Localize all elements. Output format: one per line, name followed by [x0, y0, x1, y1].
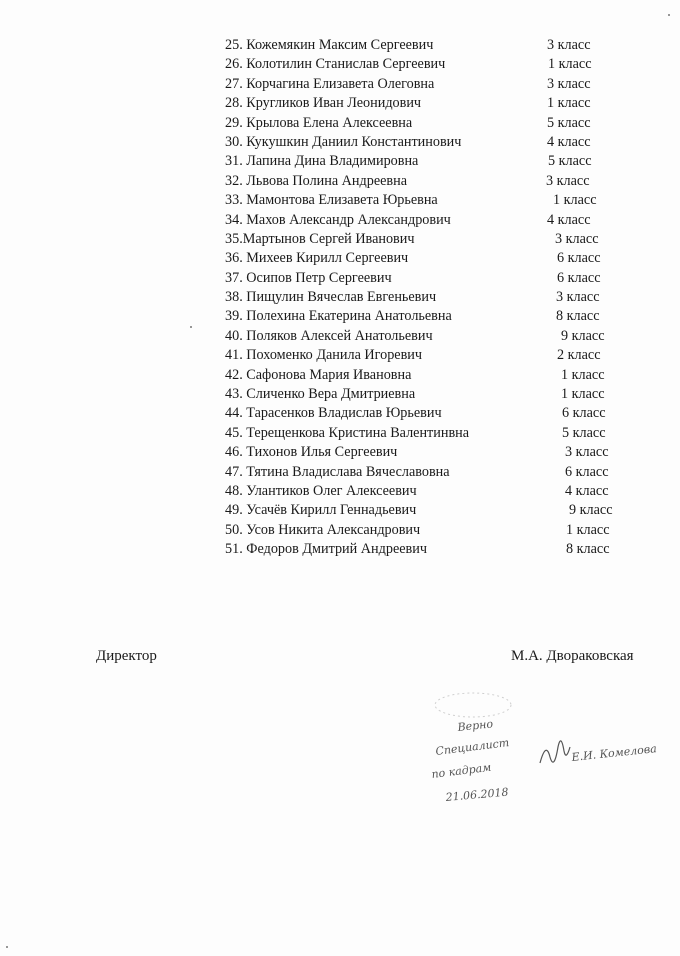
student-row [0, 366, 680, 385]
student-row [0, 172, 680, 191]
stamp-smudge [435, 693, 511, 717]
student-list [0, 36, 680, 560]
student-name: 36. Михеев Кирилл Сергеевич [225, 250, 409, 267]
student-grade: 3 класс [547, 37, 591, 53]
scan-speck [668, 14, 670, 16]
student-row [0, 346, 680, 365]
student-grade: 2 класс [557, 347, 601, 364]
student-name: 50. Усов Никита Александрович [225, 521, 421, 538]
student-row [0, 249, 680, 268]
student-name: 34. Махов Александр Александрович [225, 211, 451, 228]
student-grade: 1 класс [566, 521, 610, 538]
student-grade: 3 класс [555, 230, 599, 247]
student-row [0, 501, 680, 520]
student-row [0, 288, 680, 307]
scan-speck [190, 326, 192, 328]
student-name: 27. Корчагина Елизавета Олеговна [225, 75, 435, 92]
student-grade: 3 класс [546, 172, 590, 189]
student-grade: 8 класс [566, 541, 610, 558]
student-name: 25. Кожемякин Максим Сергеевич [225, 37, 434, 53]
student-name: 31. Лапина Дина Владимировна [225, 153, 419, 170]
student-grade: 4 класс [565, 482, 609, 499]
student-grade: 1 класс [548, 56, 592, 73]
student-name: 49. Усачёв Кирилл Геннадьевич [225, 502, 417, 519]
student-name: 43. Сличенко Вера Дмитриевна [225, 386, 416, 403]
student-row [0, 211, 680, 230]
student-grade: 6 класс [565, 463, 609, 480]
student-name: 46. Тихонов Илья Сергеевич [225, 444, 398, 461]
student-name: 37. Осипов Петр Сергеевич [225, 269, 392, 286]
student-row [0, 36, 680, 55]
student-row [0, 230, 680, 249]
student-name: 28. Кругликов Иван Леонидович [225, 95, 422, 112]
student-name: 45. Терещенкова Кристина Валентинвна [225, 424, 470, 441]
note-date: 21.06.2018 [445, 785, 510, 804]
student-grade: 5 класс [562, 424, 606, 441]
student-grade: 3 класс [547, 75, 591, 92]
student-grade: 3 класс [565, 444, 609, 461]
student-name: 51. Федоров Дмитрий Андреевич [225, 541, 427, 558]
student-name: 44. Тарасенков Владислав Юрьевич [225, 405, 442, 422]
student-row [0, 152, 680, 171]
student-grade: 6 класс [557, 269, 601, 286]
student-name: 42. Сафонова Мария Ивановна [225, 366, 412, 383]
student-row [0, 327, 680, 346]
student-name: 30. Кукушкин Даниил Константинович [225, 133, 462, 150]
student-row [0, 55, 680, 74]
student-row [0, 540, 680, 559]
student-name: 41. Похоменко Данила Игоревич [225, 347, 423, 364]
note-line-3: по кадрам [430, 760, 492, 781]
student-row [0, 463, 680, 482]
student-grade: 4 класс [547, 133, 591, 150]
student-grade: 1 класс [561, 386, 605, 403]
student-name: 38. Пищулин Вячеслав Евгеньевич [225, 289, 437, 306]
student-grade: 9 класс [569, 502, 613, 519]
student-name: 47. Тятина Владислава Вячеславовна [225, 463, 450, 480]
student-row [0, 133, 680, 152]
handwritten-note [418, 683, 680, 813]
student-row [0, 482, 680, 501]
signature-scribble [540, 741, 570, 763]
student-row [0, 75, 680, 94]
student-grade: 8 класс [556, 308, 600, 325]
student-row [0, 385, 680, 404]
student-grade: 6 класс [562, 405, 606, 422]
student-name: 29. Крылова Елена Алексеевна [225, 114, 413, 131]
student-name: 40. Поляков Алексей Анатольевич [225, 327, 433, 344]
student-row [0, 521, 680, 540]
student-name: 48. Улантиков Олег Алексеевич [225, 482, 417, 499]
student-row [0, 94, 680, 113]
student-grade: 3 класс [556, 289, 600, 306]
student-grade: 1 класс [553, 192, 597, 209]
student-name: 26. Колотилин Станислав Сергеевич [225, 56, 446, 73]
note-line-2: Специалист [434, 736, 510, 758]
student-grade: 5 класс [547, 114, 591, 131]
student-row [0, 114, 680, 133]
student-grade: 5 класс [548, 153, 592, 170]
student-row [0, 404, 680, 423]
signature-name: Е.И. Комелова [570, 742, 658, 764]
student-name: 35.Мартынов Сергей Иванович [225, 230, 415, 247]
student-grade: 1 класс [547, 95, 591, 112]
certification-signature [418, 683, 680, 813]
student-name: 33. Мамонтова Елизавета Юрьевна [225, 192, 438, 209]
student-grade: 1 класс [561, 366, 605, 383]
student-row [0, 269, 680, 288]
director-title: Директор [96, 648, 157, 664]
student-grade: 9 класс [561, 327, 605, 344]
student-name: 39. Полехина Екатерина Анатольевна [225, 308, 452, 325]
student-row [0, 307, 680, 326]
director-name: М.А. Двораковская [511, 648, 634, 664]
student-name: 32. Львова Полина Андреевна [225, 172, 408, 189]
student-row [0, 424, 680, 443]
student-row [0, 443, 680, 462]
scan-speck [6, 946, 8, 948]
student-grade: 4 класс [547, 211, 591, 228]
student-row [0, 191, 680, 210]
student-grade: 6 класс [557, 250, 601, 267]
note-line-1: Верно [456, 717, 494, 734]
